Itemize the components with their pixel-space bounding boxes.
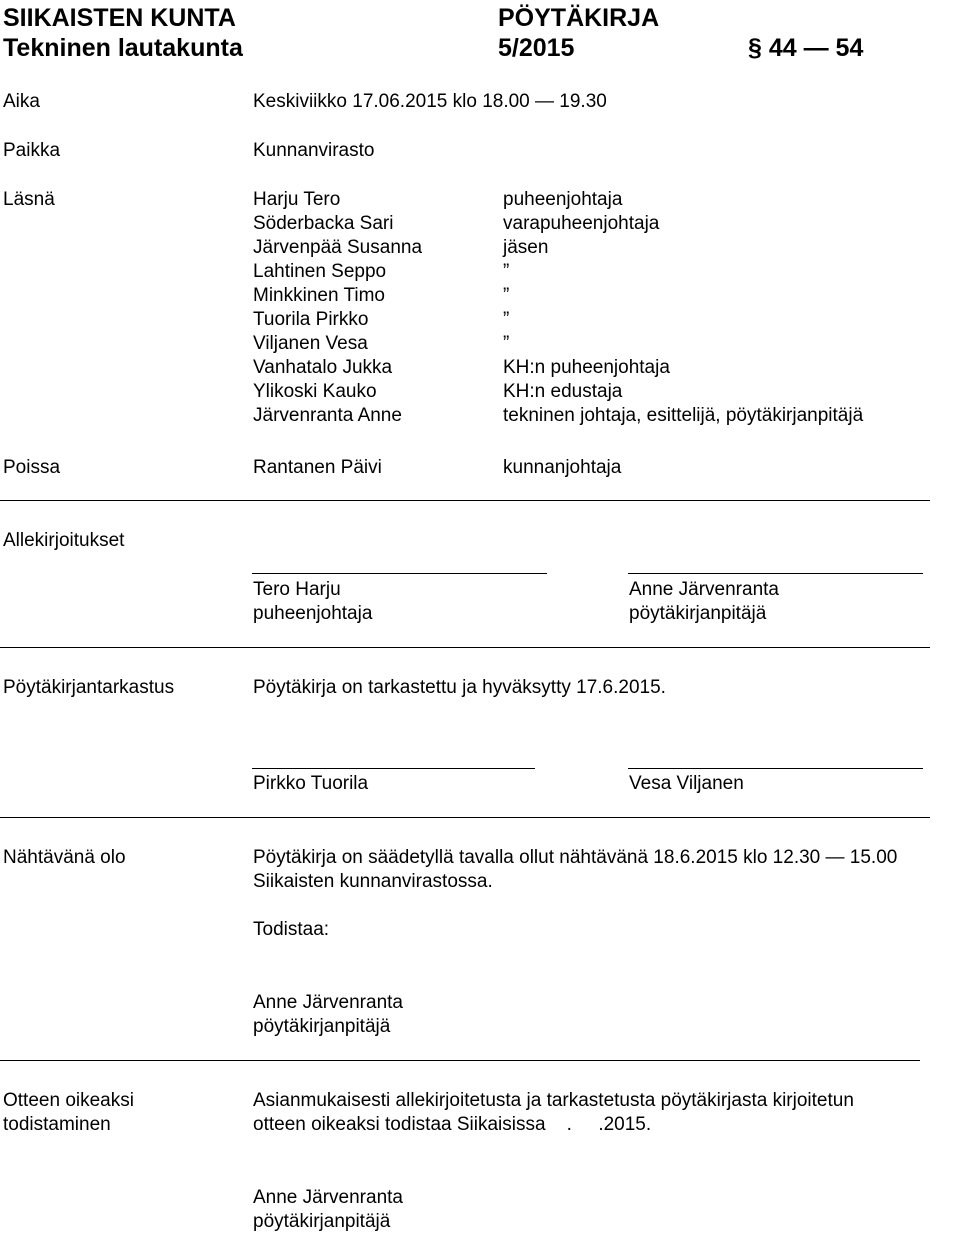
member-name: Viljanen Vesa <box>253 333 368 354</box>
minutes-number: 5/2015 <box>498 34 575 62</box>
signature-line-reviewer-2 <box>628 768 923 769</box>
member-name: Järvenpää Susanna <box>253 237 423 258</box>
member-name: Tuorila Pirkko <box>253 309 369 330</box>
place-label: Paikka <box>3 140 61 161</box>
municipality-name: SIIKAISTEN KUNTA <box>3 4 236 32</box>
display-line-1: Pöytäkirja on säädetyllä tavalla ollut nähtävänä 18.6.2015 klo 12.30 — 15.00 <box>253 847 898 868</box>
time-value: Keskiviikko 17.06.2015 klo 18.00 — 19.30 <box>253 91 607 112</box>
signatures-label: Allekirjoitukset <box>3 530 125 551</box>
reviewer-1-name: Pirkko Tuorila <box>253 773 369 794</box>
copy-text-line-1: Asianmukaisesti allekirjoitetusta ja tarkastetusta pöytäkirjasta kirjoitetun <box>253 1090 854 1111</box>
member-role: varapuheenjohtaja <box>503 213 660 234</box>
chair-role: puheenjohtaja <box>253 603 373 624</box>
member-role: ” <box>503 285 510 306</box>
member-role: KH:n edustaja <box>503 381 623 402</box>
member-name: Vanhatalo Jukka <box>253 357 393 378</box>
place-value: Kunnanvirasto <box>253 140 375 161</box>
member-name: Lahtinen Seppo <box>253 261 387 282</box>
secretary-name: Anne Järvenranta <box>629 579 779 600</box>
absent-role: kunnanjohtaja <box>503 457 622 478</box>
review-text: Pöytäkirja on tarkastettu ja hyväksytty 17.6.2015. <box>253 677 666 698</box>
copy-label-line-2: todistaminen <box>3 1114 111 1135</box>
member-role: ” <box>503 309 510 330</box>
signature-line-secretary <box>628 573 923 574</box>
member-role: KH:n puheenjohtaja <box>503 357 670 378</box>
absent-name: Rantanen Päivi <box>253 457 382 478</box>
secretary-role: pöytäkirjanpitäjä <box>629 603 767 624</box>
absent-label: Poissa <box>3 457 61 478</box>
section-divider <box>0 817 930 818</box>
member-role: ” <box>503 261 510 282</box>
attest-text: Todistaa: <box>253 919 330 940</box>
member-name: Harju Tero <box>253 189 341 210</box>
present-names <box>253 188 422 428</box>
display-signer-name: Anne Järvenranta <box>253 992 403 1013</box>
section-range: § 44 — 54 <box>748 34 864 62</box>
document-type: PÖYTÄKIRJA <box>498 4 660 32</box>
section-divider <box>0 1060 920 1061</box>
member-role: jäsen <box>503 237 549 258</box>
copy-text-line-2: otteen oikeaksi todistaa Siikaisissa . .2015. <box>253 1114 652 1135</box>
review-label: Pöytäkirjantarkastus <box>3 677 175 698</box>
member-role: puheenjohtaja <box>503 189 623 210</box>
chair-name: Tero Harju <box>253 579 341 600</box>
present-roles <box>503 188 863 428</box>
present-label: Läsnä <box>3 189 55 210</box>
member-name: Järvenranta Anne <box>253 405 402 426</box>
board-name: Tekninen lautakunta <box>3 34 243 62</box>
signature-line-reviewer-1 <box>252 768 535 769</box>
copy-signer-role: pöytäkirjanpitäjä <box>253 1211 391 1232</box>
section-divider <box>0 500 930 501</box>
reviewer-2-name: Vesa Viljanen <box>629 773 744 794</box>
signature-line-chair <box>252 573 547 574</box>
member-role: ” <box>503 333 510 354</box>
section-divider <box>0 647 930 648</box>
display-line-2: Siikaisten kunnanvirastossa. <box>253 871 493 892</box>
copy-signer-name: Anne Järvenranta <box>253 1187 403 1208</box>
member-name: Ylikoski Kauko <box>253 381 377 402</box>
copy-label-line-1: Otteen oikeaksi <box>3 1090 134 1111</box>
time-label: Aika <box>3 91 40 112</box>
display-label: Nähtävänä olo <box>3 847 126 868</box>
member-role: tekninen johtaja, esittelijä, pöytäkirjanpitäjä <box>503 405 864 426</box>
display-signer-role: pöytäkirjanpitäjä <box>253 1016 391 1037</box>
member-name: Söderbacka Sari <box>253 213 394 234</box>
member-name: Minkkinen Timo <box>253 285 385 306</box>
